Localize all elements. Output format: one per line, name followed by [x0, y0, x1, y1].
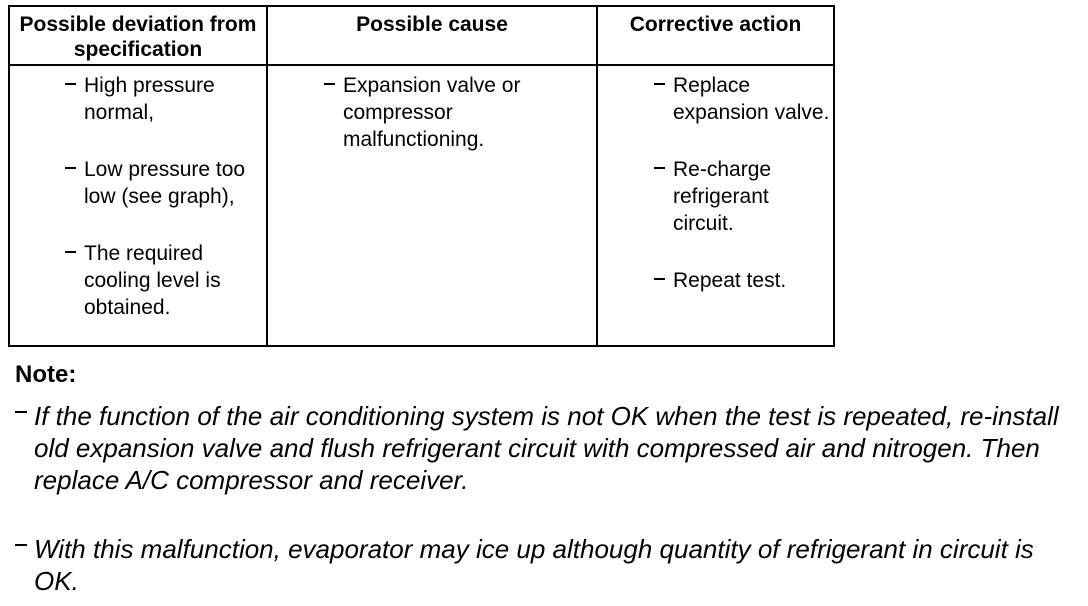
dash-bullet-icon — [654, 167, 665, 169]
dash-bullet-icon — [65, 83, 76, 85]
dash-bullet-icon — [15, 411, 27, 413]
list-item — [324, 72, 594, 153]
header-possible-cause: Possible cause — [356, 13, 508, 36]
dash-bullet-icon — [15, 544, 27, 546]
action-item: Replace expansion valve. — [673, 74, 830, 124]
deviation-item: High pressure normal, — [84, 74, 215, 124]
action-cell — [654, 66, 834, 294]
header-corrective-action: Corrective action — [629, 13, 802, 36]
dash-bullet-icon — [65, 167, 76, 169]
dash-bullet-icon — [654, 278, 665, 280]
list-item — [65, 240, 265, 321]
note-text: With this malfunction, evaporator may ice up although quantity of refrigerant in circuit is OK. — [34, 534, 1034, 596]
header-possible-deviation: Possible deviation from specification — [19, 13, 257, 61]
table-header-row — [10, 7, 833, 66]
dash-bullet-icon — [324, 83, 335, 85]
note-text: If the function of the air conditioning system is not OK when the test is repeated, re-install old expansion valve and flush refrigerant circuit with compressed air and nitrogen. Then replace A/C compressor and receiver. — [34, 401, 1059, 495]
column-divider — [266, 7, 268, 345]
deviation-item: The required cooling level is obtained. — [84, 242, 221, 319]
cause-cell — [324, 66, 594, 153]
column-divider — [596, 7, 598, 345]
list-item — [654, 267, 834, 294]
dash-bullet-icon — [654, 83, 665, 85]
dash-bullet-icon — [65, 251, 76, 253]
note-item — [34, 400, 1084, 496]
action-item: Repeat test. — [673, 269, 787, 292]
list-item — [65, 72, 265, 126]
deviation-cell — [65, 66, 265, 321]
list-item — [65, 156, 265, 210]
cause-item: Expansion valve or compressor malfunctioning. — [343, 74, 521, 151]
note-item — [34, 533, 1084, 597]
action-item: Re-charge refrigerant circuit. — [673, 158, 772, 235]
list-item — [654, 156, 834, 237]
diagnosis-table — [8, 5, 835, 347]
list-item — [654, 72, 834, 126]
note-title: Note: — [15, 361, 77, 388]
deviation-item: Low pressure too low (see graph), — [84, 158, 246, 208]
